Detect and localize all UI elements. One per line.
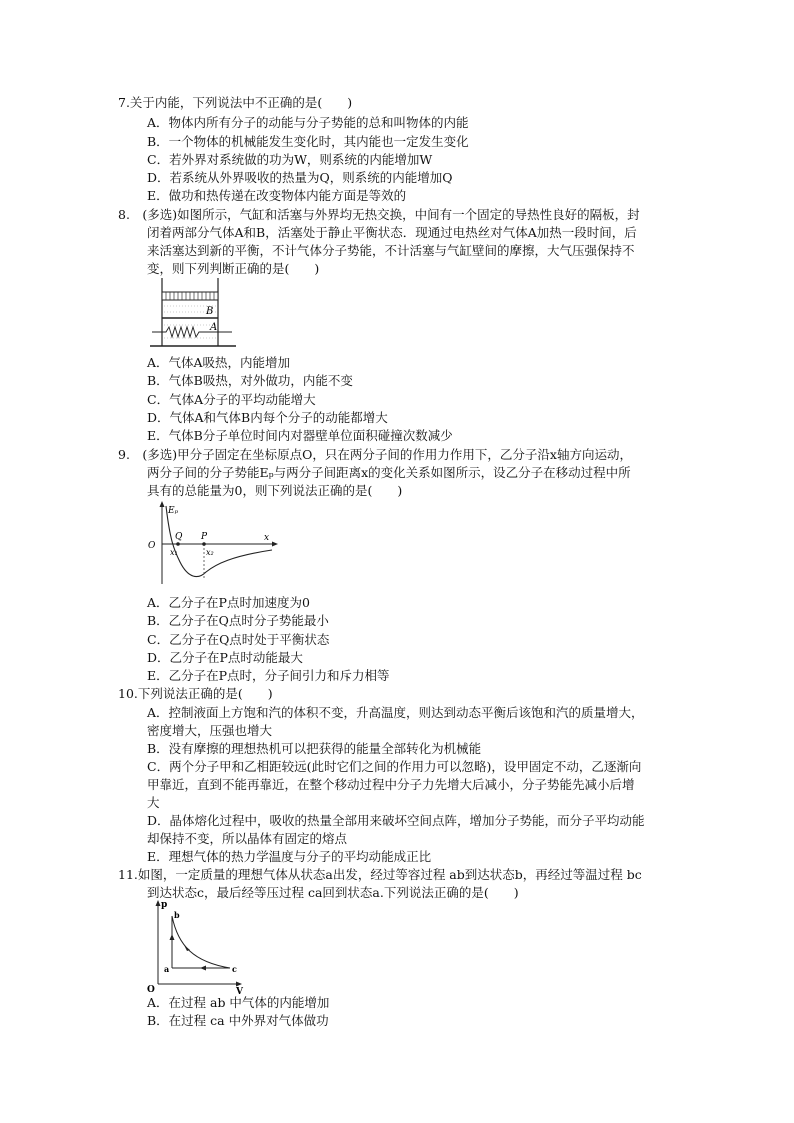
q9-stem-line-1: 9. (多选)甲分子固定在坐标原点O，只在两分子间的作用力作用下，乙分子沿x轴方向运动， [118,447,632,462]
q11-stem-line-1: 11.如图，一定质量的理想气体从状态a出发，经过等容过程 ab到达状态b，再经过等温过程 bc [118,867,642,882]
label-a: A [210,322,218,333]
q11-option-a: A．在过程 ab 中气体的内能增加 [147,995,330,1010]
q10-stem: 10.下列说法正确的是( ) [118,686,273,701]
x2-label: x₂ [206,548,214,557]
q9-option-b: B．乙分子在Q点时分子势能最小 [147,613,329,628]
q7-option-c: C．若外界对系统做的功为W，则系统的内能增加W [147,152,433,167]
q8-cylinder-figure [148,276,238,352]
q8-option-d: D．气体A和气体B内每个分子的动能都增大 [147,410,388,425]
state-b-label: b [174,910,180,920]
q11-stem-line-2: 到达状态c，最后经等压过程 ca回到状态a.下列说法正确的是( ) [147,885,519,900]
q11-option-b: B．在过程 ca 中外界对气体做功 [147,1013,329,1028]
label-b: B [206,306,214,317]
q7-option-a: A．物体内所有分子的动能与分子势能的总和叫物体的内能 [147,115,469,130]
q10-option-b: B．没有摩擦的理想热机可以把获得的能量全部转化为机械能 [147,741,482,756]
q8-option-a: A．气体A吸热，内能增加 [147,355,291,370]
q10-option-e: E．理想气体的热力学温度与分子的平均动能成正比 [147,849,432,864]
q10-option-a-line-2: 密度增大，压强也增大 [147,723,273,738]
q8-option-e: E．气体B分子单位时间内对器壁单位面积碰撞次数减少 [147,428,453,443]
q8-stem-line-4: 变，则下列判断正确的是( ) [147,261,320,276]
q10-option-d-line-1: D．晶体熔化过程中，吸收的热量全部用来破坏空间点阵，增加分子势能，而分子平均动能 [147,813,645,828]
q7-stem: 7.关于内能，下列说法中不正确的是( ) [118,95,353,110]
process-bc [172,916,230,968]
q9-stem-line-2: 两分子间的分子势能Eₚ与两分子间距离x的变化关系如图所示，设乙分子在移动过程中所 [147,465,631,480]
q8-option-b: B．气体B吸热，对外做功，内能不变 [147,373,353,388]
q9-option-e: E．乙分子在P点时，分子间引力和斥力相等 [147,668,390,683]
origin-label: O [148,541,156,551]
x-axis-label: x [264,533,270,543]
q9-stem-line-3: 具有的总能量为0，则下列说法正确的是( ) [147,483,403,498]
state-a-label: a [164,964,170,974]
v-axis-label: V [236,987,243,994]
q10-option-a-line-1: A．控制液面上方饱和汽的体积不变，升高温度，则达到动态平衡后该饱和汽的质量增大， [147,705,644,720]
q8-stem-line-1: 8. (多选)如图所示，气缸和活塞与外界均无热交换，中间有一个固定的导热性良好的隔板，封 [118,207,640,222]
q9-option-d: D．乙分子在P点时动能最大 [147,650,303,665]
p-axis-label: p [161,900,168,910]
heating-coil [152,327,232,337]
origin-label: O [147,985,155,994]
x1-label: x₁ [170,548,178,557]
state-c-label: c [232,964,237,974]
q8-stem-line-3: 来活塞达到新的平衡，不计气体分子势能，不计活塞与气缸壁间的摩擦，大气压强保持不 [147,243,635,258]
p-label: P [201,532,208,542]
q9-option-c: C．乙分子在Q点时处于平衡状态 [147,632,330,647]
point-p [202,542,206,546]
q7-option-b: B．一个物体的机械能发生变化时，其内能也一定发生变化 [147,134,469,149]
q10-option-c-line-2: 甲靠近，直到不能再靠近，在整个移动过程中分子力先增大后减小，分子势能先减小后增 [147,777,635,792]
y-axis-label: Eₚ [168,506,179,516]
q7-option-d: D．若系统从外界吸收的热量为Q，则系统的内能增加Q [147,170,453,185]
q10-option-c-line-3: 大 [147,795,160,810]
q9-option-a: A．乙分子在P点时加速度为0 [147,595,310,610]
q8-option-c: C．气体A分子的平均动能增大 [147,392,316,407]
q11-pv-diagram [144,898,244,994]
q-label: Q [175,532,183,542]
q7-option-e: E．做功和热传递在改变物体内能方面是等效的 [147,188,407,203]
q10-option-d-line-2: 却保持不变，所以晶体有固定的熔点 [147,831,348,846]
point-q [176,542,180,546]
q10-option-c-line-1: C．两个分子甲和乙相距较远(此时它们之间的作用力可以忽略)，设甲固定不动，乙逐渐向 [147,759,642,774]
q8-stem-line-2: 闭着两部分气体A和B，活塞处于静止平衡状态．现通过电热丝对气体A加热一段时间，后 [147,225,637,240]
q9-potential-energy-graph [144,500,280,588]
